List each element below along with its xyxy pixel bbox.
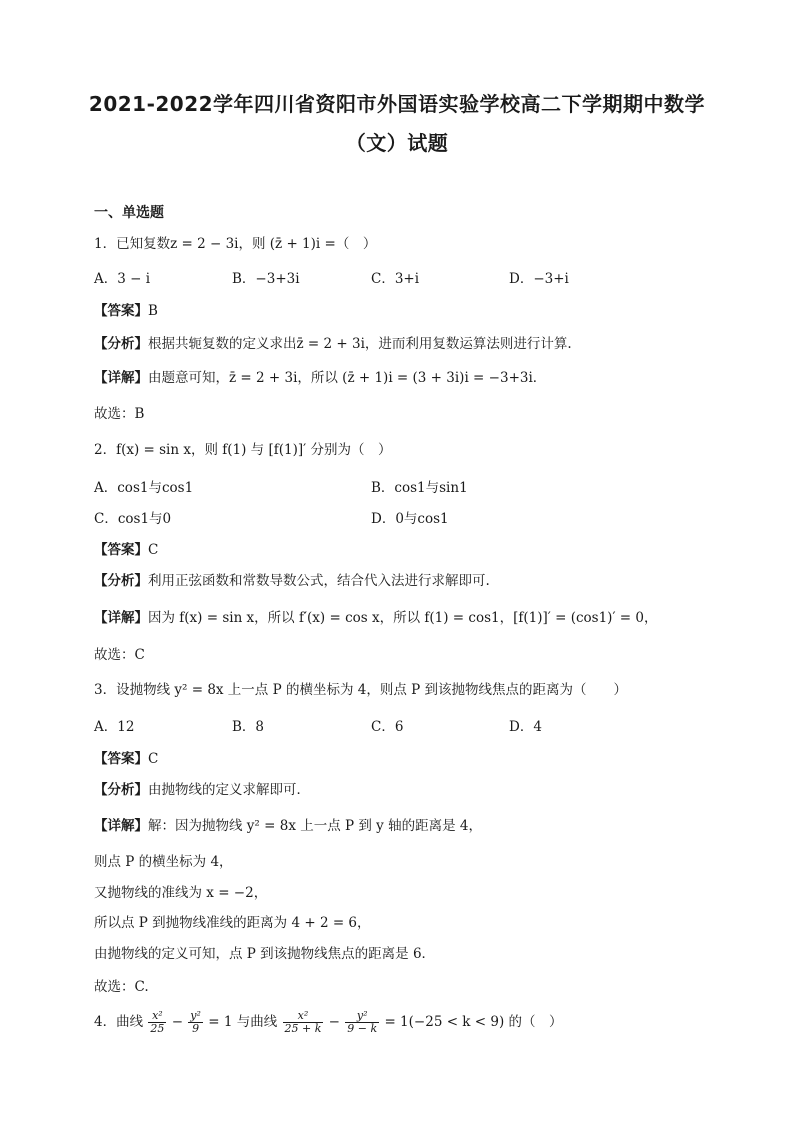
question-2-detail — [94, 609, 658, 627]
detail-text: 由题意可知，z̄ = 2 + 3i，所以 (z̄ + 1)i = (3 + 3i)i = −3+3i． — [148, 370, 547, 386]
detail-label: 【详解】 — [94, 818, 148, 834]
fraction-x2-over-25: $\frac{\text{x²}}{25}$ — [150, 1009, 165, 1035]
question-2-choice: 故选：C — [94, 647, 145, 663]
question-1-option-c: C．3+i — [371, 271, 420, 287]
detail-label: 【详解】 — [94, 370, 148, 386]
question-1-option-d: D．−3+i — [509, 271, 569, 287]
section-heading: 一、单选题 — [94, 205, 164, 221]
document-title-line-2: （文）试题 — [345, 131, 449, 155]
question-3-analysis — [94, 781, 310, 799]
detail-text: 因为 f(x) = sin x，所以 f′(x) = cos x，所以 f(1) = cos1，[f(1)]′ = (cos1)′ = 0， — [148, 610, 658, 626]
question-4-stem — [94, 1008, 563, 1036]
question-3-option-b: B．8 — [232, 719, 265, 735]
minus-sign: − — [171, 1014, 183, 1030]
question-2-option-c: C．cos1与0 — [94, 511, 172, 527]
question-1-answer — [94, 302, 158, 320]
question-2-stem: 2．f(x) = sin x，则 f(1) 与 [f(1)]′ 分别为（ ） — [94, 442, 392, 458]
detail-text: 解：因为抛物线 y² = 8x 上一点 P 到 y 轴的距离是 4， — [148, 818, 482, 834]
answer-label: 【答案】 — [94, 542, 148, 558]
question-4-suffix: = 1(−25 < k < 9) 的（ ） — [384, 1014, 563, 1030]
question-3-step-1: 则点 P 的横坐标为 4， — [94, 854, 233, 870]
analysis-label: 【分析】 — [94, 336, 148, 352]
analysis-text: 利用正弦函数和常数导数公式，结合代入法进行求解即可. — [148, 573, 490, 589]
fraction-y2-over-9-minus-k: $\frac{\text{y²}}{9 - k}$ — [347, 1009, 378, 1035]
question-1-analysis — [94, 335, 572, 353]
question-2-option-a: A．cos1与cos1 — [94, 480, 194, 496]
question-3-detail — [94, 817, 482, 835]
question-1-option-b: B．−3+3i — [232, 271, 300, 287]
question-3-step-2: 又抛物线的准线为 x = −2， — [94, 885, 268, 901]
minus-sign: − — [328, 1014, 340, 1030]
answer-value: C — [148, 751, 159, 767]
fraction-y2-over-9: $\frac{\text{y²}}{9}$ — [190, 1009, 201, 1035]
question-4-prefix: 4．曲线 — [94, 1014, 144, 1030]
question-3-stem: 3．设抛物线 y² = 8x 上一点 P 的横坐标为 4，则点 P 到该抛物线焦点的距离为（ ） — [94, 682, 628, 698]
answer-label: 【答案】 — [94, 303, 148, 319]
question-2-option-b: B．cos1与sin1 — [371, 480, 468, 496]
analysis-label: 【分析】 — [94, 573, 148, 589]
question-2-answer — [94, 541, 158, 559]
question-2-analysis — [94, 572, 490, 590]
question-3-option-d: D．4 — [509, 719, 542, 735]
analysis-label: 【分析】 — [94, 782, 148, 798]
fraction-x2-over-25-plus-k: $\frac{\text{x²}}{25 + k}$ — [284, 1009, 322, 1035]
question-3-option-a: A．12 — [94, 719, 135, 735]
answer-value: C — [148, 542, 159, 558]
document-title-line-1: 2021-2022学年四川省资阳市外国语实验学校高二下学期期中数学 — [88, 92, 706, 116]
question-3-option-c: C．6 — [371, 719, 404, 735]
answer-value: B — [148, 303, 158, 319]
answer-label: 【答案】 — [94, 751, 148, 767]
question-3-step-4: 由抛物线的定义可知，点 P 到该抛物线焦点的距离是 6． — [94, 946, 436, 962]
detail-label: 【详解】 — [94, 610, 148, 626]
analysis-text: 由抛物线的定义求解即可． — [148, 782, 310, 798]
question-3-step-3: 所以点 P 到抛物线准线的距离为 4 + 2 = 6， — [94, 915, 371, 931]
question-4-mid: = 1 与曲线 — [208, 1014, 278, 1030]
question-1-choice: 故选：B — [94, 406, 145, 422]
question-3-answer — [94, 750, 158, 768]
analysis-text: 根据共轭复数的定义求出z̄ = 2 + 3i，进而利用复数运算法则进行计算. — [148, 336, 572, 352]
question-1-stem: 1．已知复数z = 2 − 3i，则 (z̄ + 1)i =（ ） — [94, 236, 377, 252]
question-3-choice: 故选：C. — [94, 979, 149, 995]
question-2-option-d: D．0与cos1 — [371, 511, 449, 527]
question-1-option-a: A．3 − i — [94, 271, 151, 287]
question-1-detail — [94, 369, 546, 387]
